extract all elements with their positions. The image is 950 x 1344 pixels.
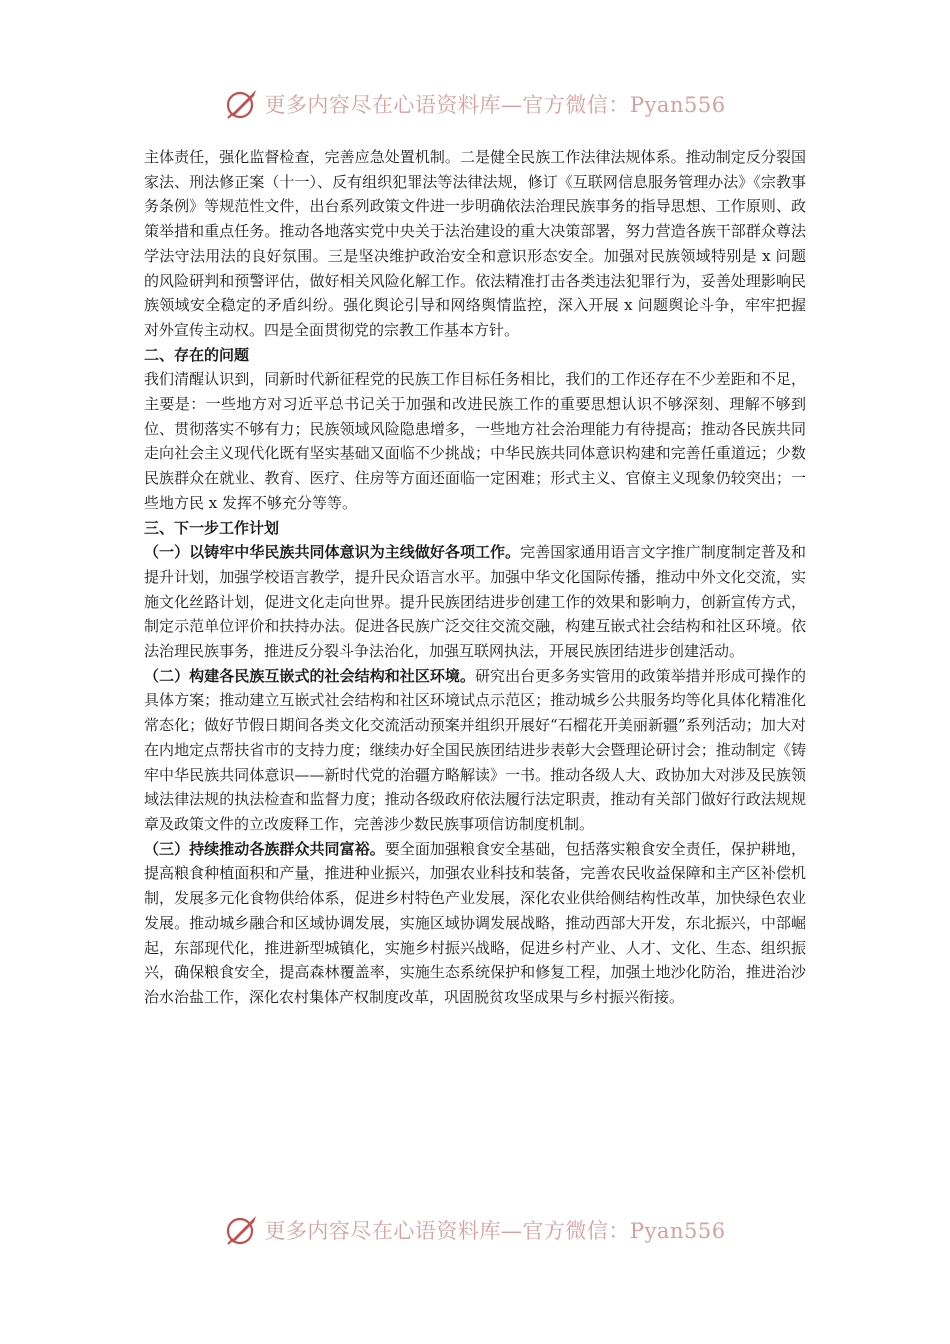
plan-item bbox=[144, 664, 806, 837]
pen-circle-logo-icon bbox=[224, 86, 260, 122]
plan-item-text: 要全面加强粮食安全基础，包括落实粮食安全责任，保护耕地，提高粮食种植面积和产量，推进种业振兴，加强农业科技和装备，完善农民收益保障和主产区补偿机制，发展多元化食物供给体系，促进乡村特色产业发展，深化农业供给侧结构性改革，加快绿色农业发展。推动城乡融合和区域协调发展，实施区域协调发展战略，推动西部大开发，东北振兴，中部崛起，东部现代化，推进新型城镇化，实施乡村振兴战略，促进乡村产业、人才、文化、生态、组织振兴，确保粮食安全，提高森林覆盖率，实施生态系统保护和修复工程，加强土地沙化防治，推进治沙治水治盐工作，深化农村集体产权制度改革，巩固脱贫攻坚成果与乡村振兴衔接。 bbox=[144, 839, 806, 1006]
plan-item-lead: （一）以铸牢中华民族共同体意识为主线做好各项工作。 bbox=[144, 543, 521, 562]
paragraph: 我们清醒认识到，同新时代新征程党的民族工作目标任务相比，我们的工作还存在不少差距和不足，主要是：一些地方对习近平总书记关于加强和改进民族工作的重要思想认识不够深刻、理解不够到位、贯彻落实不够有力；民族领域风险隐患增多，一些地方社会治理能力有待提高；推动各民族共同走向社会主义现代化既有坚实基础又面临不少挑战；中华民族共同体意识构建和完善任重道远；少数民族群众在就业、教育、医疗、住房等方面还面临一定困难；形式主义、官僚主义现象仍较突出；一些地方民 x 发挥不够充分等等。 bbox=[144, 370, 806, 512]
document-body bbox=[144, 145, 806, 1010]
plan-item-lead: （二）构建各民族互嵌式的社会结构和社区环境。 bbox=[144, 666, 476, 685]
footer-banner bbox=[0, 1210, 950, 1250]
section-heading: 二、存在的问题 bbox=[144, 345, 250, 364]
banner-text: 更多内容尽在心语资料库—官方微信：Pyan556 bbox=[264, 1219, 726, 1243]
plan-item bbox=[144, 837, 806, 1010]
section-heading: 三、下一步工作计划 bbox=[144, 518, 280, 537]
plan-item bbox=[144, 540, 806, 664]
plan-item-text: 完善国家通用语言文字推广制度制定普及和提升计划，加强学校语言教学，提升民众语言水平。加强中华文化国际传播，推动中外文化交流，实施文化丝路计划，促进文化走向世界。提升民族团结进步创建工作的效果和影响力，创新宣传方式，制定示范单位评价和扶持办法。促进各民族广泛交往交流交融，构建互嵌式社会结构和社区环境。依法治理民族事务，推进反分裂斗争法治化，加强互联网执法，开展民族团结进步创建活动。 bbox=[144, 543, 806, 661]
pen-circle-logo-icon bbox=[224, 1212, 260, 1248]
plan-item-text: 研究出台更多务实管用的政策举措并形成可操作的具体方案；推动建立互嵌式社会结构和社区环境试点示范区；推动城乡公共服务均等化具体化精准化常态化；做好节假日期间各类文化交流活动预案并组织开展好“石榴花开美丽新疆”系列活动；加大对在内地定点帮扶省市的支持力度；继续办好全国民族团结进步表彰大会暨理论研讨会；推动制定《铸牢中华民族共同体意识——新时代党的治疆方略解读》一书。推动各级人大、政协加大对涉及民族领域法律法规的执法检查和监督力度；推动各级政府依法履行法定职责，推动有关部门做好行政法规规章及政策文件的立改废释工作，完善涉少数民族事项信访制度机制。 bbox=[144, 666, 806, 833]
plan-item-lead: （三）持续推动各族群众共同富裕。 bbox=[144, 839, 385, 858]
paragraph: 主体责任，强化监督检查，完善应急处置机制。二是健全民族工作法律法规体系。推动制定反分裂国家法、刑法修正案（十一）、反有组织犯罪法等法律法规，修订《互联网信息服务管理办法》《宗教事务条例》等规范性文件，出台系列政策文件进一步明确依法治理民族事务的指导思想、工作原则、政策举措和重点任务。推动各地落实党中央关于法治建设的重大决策部署，努力营造各族干部群众尊法学法守法用法的良好氛围。三是坚决维护政治安全和意识形态安全。加强对民族领域特别是 x 问题的风险研判和预警评估，做好相关风险化解工作。依法精准打击各类违法犯罪行为，妥善处理影响民族领域安全稳定的矛盾纠纷。强化舆论引导和网络舆情监控，深入开展 x 问题舆论斗争，牢牢把握对外宣传主动权。四是全面贯彻党的宗教工作基本方针。 bbox=[144, 148, 806, 339]
banner-text: 更多内容尽在心语资料库—官方微信：Pyan556 bbox=[264, 93, 726, 117]
header-banner bbox=[0, 84, 950, 124]
